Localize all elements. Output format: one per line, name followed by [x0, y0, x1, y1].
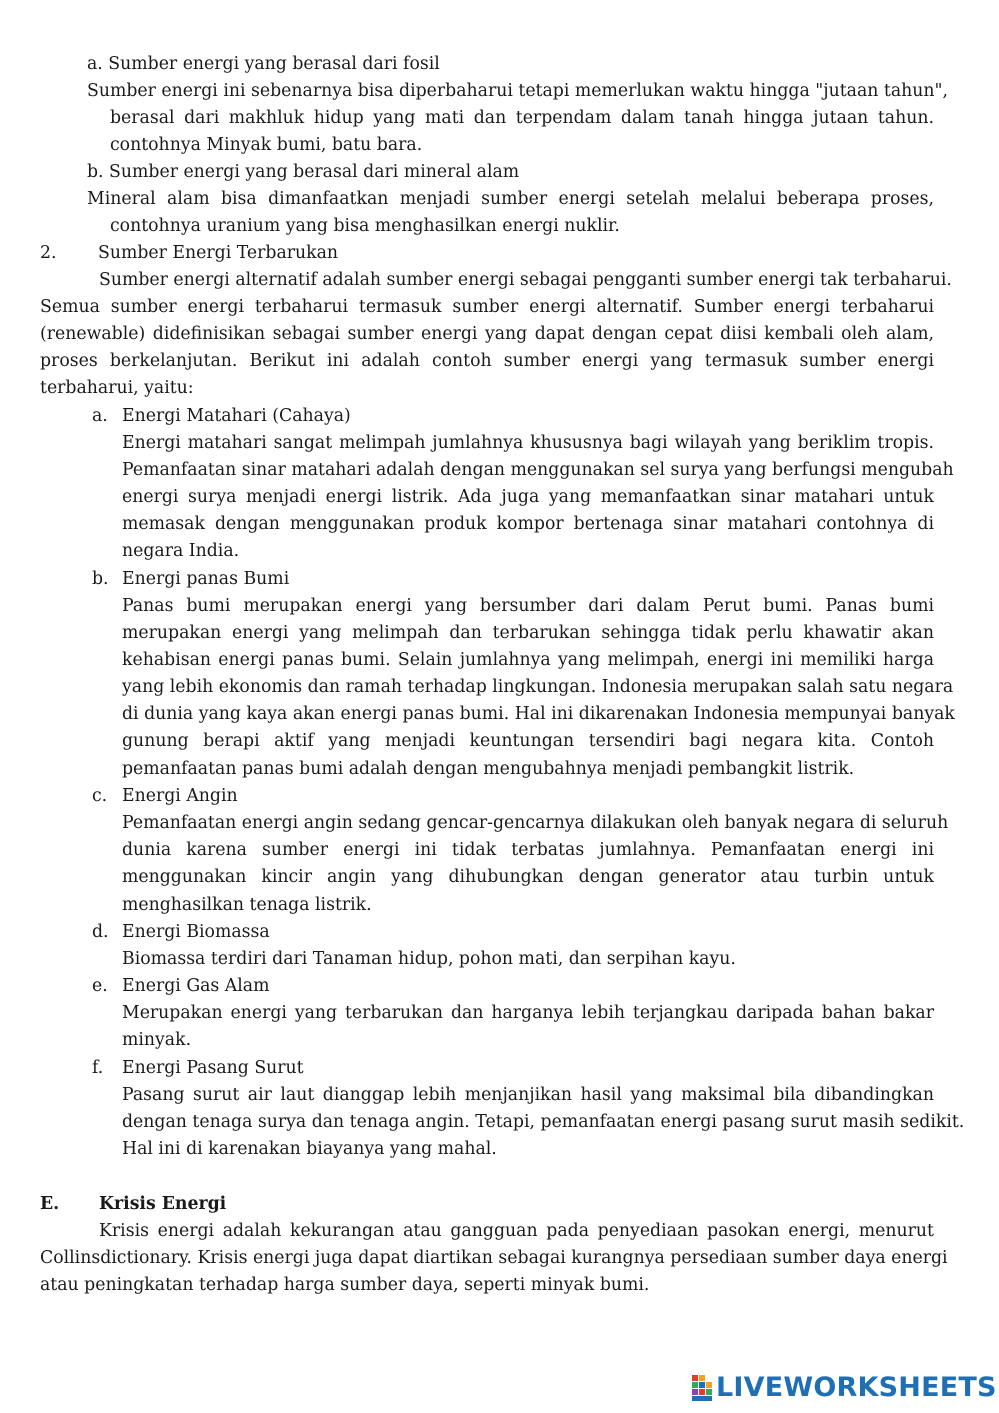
- paragraph-line: Sumber energi ini sebenarnya bisa diperbaharui tetapi memerlukan waktu hingga "jutaan tahun",: [87, 81, 948, 101]
- paragraph-line: terbaharui, yaitu:: [40, 378, 194, 398]
- paragraph-line: pemanfaatan panas bumi adalah dengan mengubahnya menjadi pembangkit listrik.: [122, 759, 855, 779]
- list-item-heading: Energi panas Bumi: [122, 569, 290, 589]
- paragraph-line: Panas bumi merupakan energi yang bersumber dari dalam Perut bumi. Panas bumi: [122, 596, 934, 616]
- paragraph-line: Pasang surut air laut dianggap lebih menjanjikan hasil yang maksimal bila dibandingkan: [122, 1085, 934, 1105]
- paragraph-line: Pemanfaatan energi angin sedang gencar-gencarnya dilakukan oleh banyak negara di seluruh: [122, 813, 949, 833]
- list-item-heading: Energi Matahari (Cahaya): [122, 406, 351, 426]
- paragraph-line: Sumber energi alternatif adalah sumber energi sebagai pengganti sumber energi tak terbaharui.: [99, 270, 952, 290]
- liveworksheets-logo[interactable]: [692, 1372, 997, 1404]
- logo-mark: [692, 1375, 712, 1401]
- list-marker: e.: [92, 976, 108, 996]
- list-marker: c.: [92, 786, 108, 806]
- paragraph-line: menggunakan kincir angin yang dihubungkan dengan generator atau turbin untuk: [122, 867, 934, 887]
- logo-text: LIVEWORKSHEETS: [716, 1372, 997, 1403]
- paragraph-line: gunung berapi aktif yang menjadi keuntungan tersendiri bagi negara kita. Contoh: [122, 731, 934, 751]
- paragraph-line: negara India.: [122, 541, 240, 561]
- paragraph-line: energi surya menjadi energi listrik. Ada juga yang memanfaatkan sinar matahari untuk: [122, 487, 934, 507]
- section-heading: Krisis Energi: [99, 1194, 227, 1214]
- paragraph-line: dunia karena sumber energi ini tidak terbatas jumlahnya. Pemanfaatan energi ini: [122, 840, 934, 860]
- paragraph-line: Semua sumber energi terbaharui termasuk sumber energi alternatif. Sumber energi terbaharui: [40, 297, 934, 317]
- paragraph-line: Biomassa terdiri dari Tanaman hidup, pohon mati, dan serpihan kayu.: [122, 949, 736, 969]
- list-item-heading: b. Sumber energi yang berasal dari mineral alam: [87, 162, 520, 182]
- paragraph-line: merupakan energi yang melimpah dan terbarukan sehingga tidak perlu khawatir akan: [122, 623, 934, 643]
- paragraph-line: memasak dengan menggunakan produk kompor bertenaga sinar matahari contohnya di: [122, 514, 934, 534]
- paragraph-line: berasal dari makhluk hidup yang mati dan terpendam dalam tanah hingga jutaan tahun.: [110, 108, 934, 128]
- list-item-heading: Energi Angin: [122, 786, 238, 806]
- list-marker: d.: [92, 922, 109, 942]
- section-heading: Sumber Energi Terbarukan: [98, 243, 339, 263]
- paragraph-line: Merupakan energi yang terbarukan dan harganya lebih terjangkau daripada bahan bakar: [122, 1003, 934, 1023]
- paragraph-line: atau peningkatan terhadap harga sumber daya, seperti minyak bumi.: [40, 1275, 650, 1295]
- list-item-heading: Energi Pasang Surut: [122, 1058, 304, 1078]
- paragraph-line: minyak.: [122, 1030, 192, 1050]
- paragraph-line: kehabisan energi panas bumi. Selain jumlahnya yang melimpah, energi ini memiliki harga: [122, 650, 934, 670]
- paragraph-line: Collinsdictionary. Krisis energi juga dapat diartikan sebagai kurangnya persediaan sumber daya energi: [40, 1248, 948, 1268]
- paragraph-line: dengan tenaga surya dan tenaga angin. Tetapi, pemanfaatan energi pasang surut masih sedikit.: [122, 1112, 965, 1132]
- section-letter: E.: [40, 1194, 60, 1214]
- section-number: 2.: [40, 243, 57, 263]
- paragraph-line: contohnya Minyak bumi, batu bara.: [110, 135, 423, 155]
- list-item-heading: Energi Gas Alam: [122, 976, 270, 996]
- paragraph-line: menghasilkan tenaga listrik.: [122, 895, 372, 915]
- paragraph-line: yang lebih ekonomis dan ramah terhadap lingkungan. Indonesia merupakan salah satu negara: [122, 677, 954, 697]
- paragraph-line: Hal ini di karenakan biayanya yang mahal.: [122, 1139, 497, 1159]
- paragraph-line: Mineral alam bisa dimanfaatkan menjadi sumber energi setelah melalui beberapa proses,: [87, 189, 934, 209]
- paragraph-line: di dunia yang kaya akan energi panas bumi. Hal ini dikarenakan Indonesia mempunyai banyak: [122, 704, 955, 724]
- list-marker: b.: [92, 569, 109, 589]
- paragraph-line: proses berkelanjutan. Berikut ini adalah contoh sumber energi yang termasuk sumber energi: [40, 351, 934, 371]
- paragraph-line: Pemanfaatan sinar matahari adalah dengan menggunakan sel surya yang berfungsi mengubah: [122, 460, 954, 480]
- list-marker: a.: [92, 406, 108, 426]
- list-marker: f.: [92, 1058, 104, 1078]
- list-item-heading: a. Sumber energi yang berasal dari fosil: [87, 54, 440, 74]
- list-item-heading: Energi Biomassa: [122, 922, 270, 942]
- paragraph-line: contohnya uranium yang bisa menghasilkan energi nuklir.: [110, 216, 620, 236]
- paragraph-line: Energi matahari sangat melimpah jumlahnya khususnya bagi wilayah yang beriklim tropis.: [122, 433, 934, 453]
- paragraph-line: Krisis energi adalah kekurangan atau gangguan pada penyediaan pasokan energi, menurut: [99, 1221, 934, 1241]
- paragraph-line: (renewable) didefinisikan sebagai sumber energi yang dapat dengan cepat diisi kembali oleh alam,: [40, 324, 934, 344]
